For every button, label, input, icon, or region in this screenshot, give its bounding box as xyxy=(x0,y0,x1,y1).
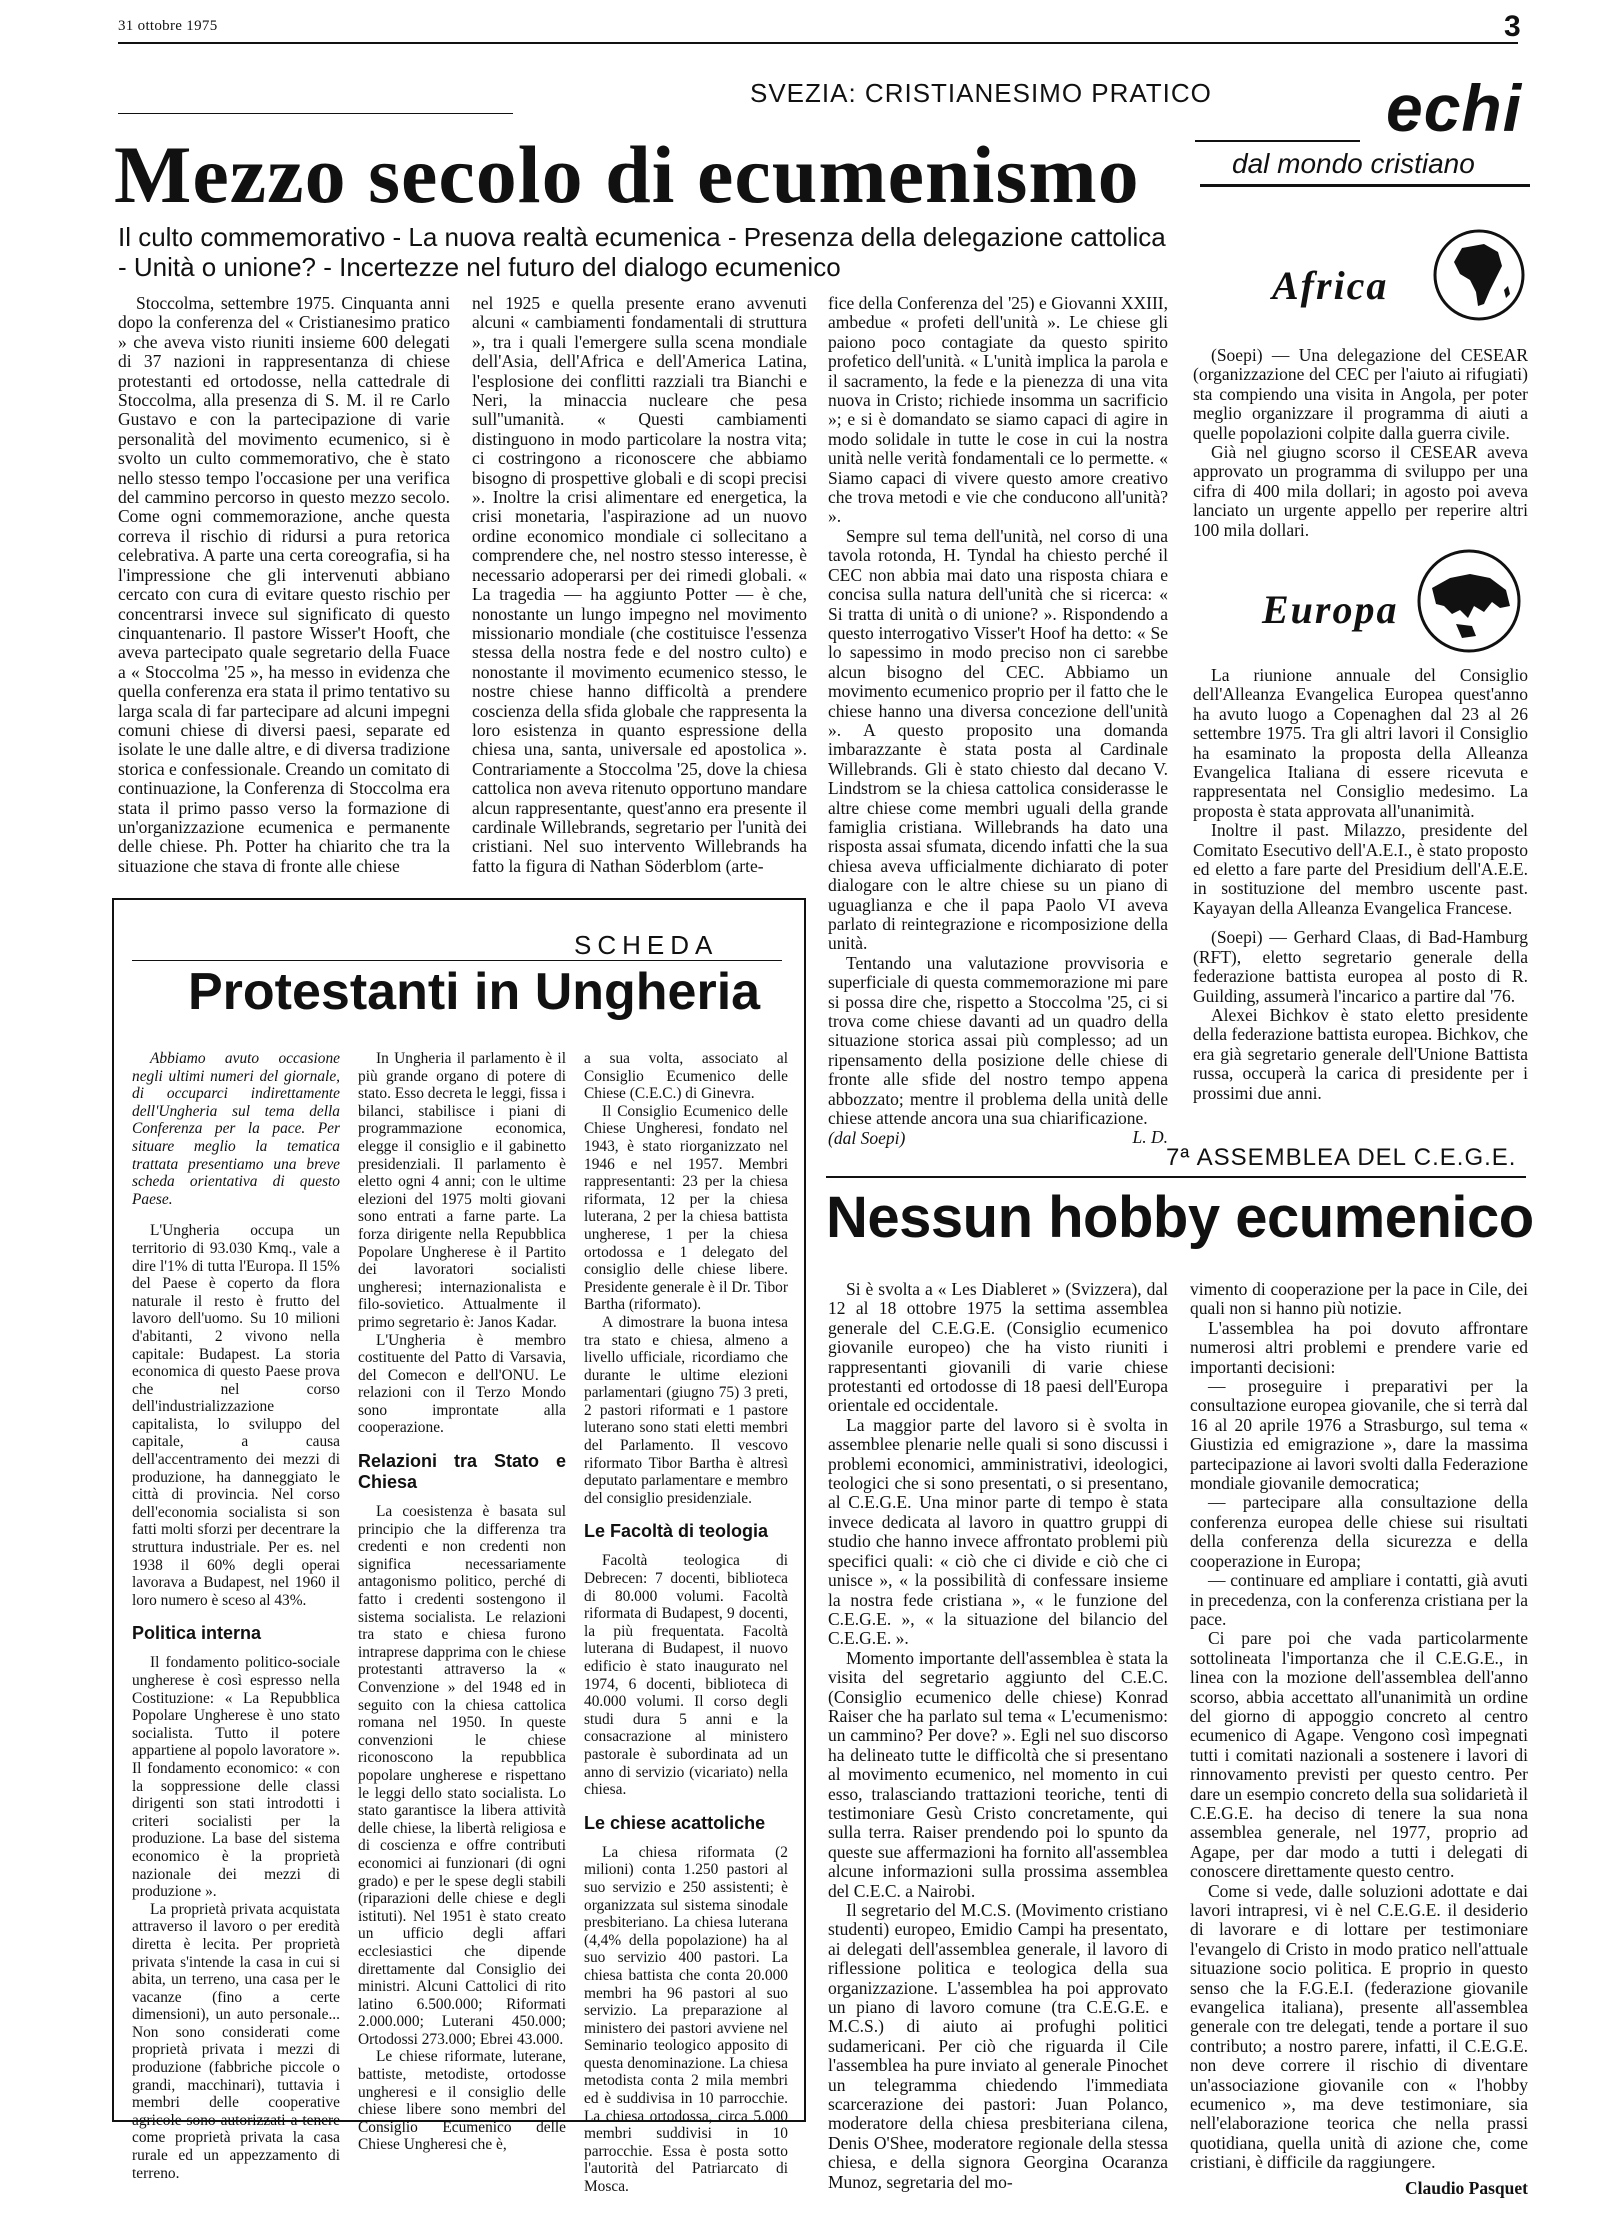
europa-p2: Inoltre il past. Milazzo, presidente del Comitato Esecutivo dell'A.E.I., è stato proposto ed eletto a fare parte del Presidium dell'A.E.E. in sostituzione del membro uscente past. Kayayan della Alleanza Evangelica Francese. xyxy=(1193,820,1528,918)
europa-label: Europa xyxy=(1262,587,1399,632)
cege-col-2 xyxy=(1190,1279,1528,2198)
scheda-col3-p5: La chiesa riformata (2 milioni) conta 1.250 pastori al suo servizio e 250 assistenti; è organizzata sul sistema sinodale presbiteriano. La chiesa luterana (4,4% della popolazione) ha al suo servizio 400 pastori. La chiesa battista che conta 20.000 membri ha 96 pastori al suo servizio. La preparazione al ministero dei pastori avviene nel Seminario teologico apposito di questa denominazione. La chiesa metodista conta 2 mila membri ed è suddivisa in 10 parrocchie. La chiesa ortodossa, circa 5.000 membri suddivisi in 10 parrocchie. Essa è posta sotto l'autorità del Patriarcato di Mosca. xyxy=(584,1843,788,2196)
africa-p2: Già nel giugno scorso il CESEAR aveva approvato un programma di sviluppo per una cifra di 400 mila dollari; in agosto poi aveva lanciato un urgente appello per reperire altri 100 mila dollari. xyxy=(1193,442,1528,540)
main-col-3 xyxy=(828,293,1168,1148)
subhead-politica-interna: Politica interna xyxy=(132,1623,262,1644)
europa-p4: Alexei Bichkov è stato eletto presidente della federazione battista europea. Bichkov, che era già segretario generale dell'Unione Battista russa, occuperà la carica di presidente per i prossimi due anni. xyxy=(1193,1004,1528,1103)
africa-p1: (Soepi) — Una delegazione del CESEAR (organizzazione del CEC per l'aiuto ai rifugiati) sta compiendo una visita in Angola, per poter meglio organizzare il programma di aiuti a quelle popolazioni colpite dalla guerra civile. xyxy=(1193,345,1528,443)
subhead-facolta: Le Facoltà di teologia xyxy=(584,1521,769,1542)
main-col3-p2: Sempre sul tema dell'unità, nel corso di una tavola rotonda, H. Tyndal ha chiesto perché il CEC non abbia mai dato una risposta chiara e concisa sulla natura dell'unità che si ricerca: « Si tratta di unità o di unione? ». Rispondendo a questo interrogativo Visser't Hoof ha detto: « Se lo sapessimo in modo preciso non ci sarebbe alcun bisogno del CEC. Abbiamo un movimento ecumenico proprio per il fatto che le chiese hanno una diversa concezione dell'unità ». A questo proposito una domanda imbarazzante è stata posta al Cardinale Willebrands. Gli è stato chiesto dal decano V. Lindstrom se la chiesa cattolica considerasse le altre chiese come membri uguali della grande famiglia cristiana. Willebrands ha dato una risposta assai sfumata, dicendo infatti che la sua chiesa aveva ufficialmente dichiarato di poter dialogare con le altre chiese su un piano di uguaglianza e che il papa Paolo VI aveva parlato di reintegrazione e ricomposizione della unità. xyxy=(828,525,1168,954)
cege-col2-p7: Come si vede, dalle soluzioni adottate e dai lavori intrapresi, vi è nel C.E.G.E. il desiderio di lavorare e di lottare per testimoniare l'evangelo di Cristo in modo pratico nell'attuale situazione socio politica. E proprio in questo senso che la F.G.E.I. (federazione giovanile evangelica italiana), presente all'assemblea generale con tre delegati, tende a portare il suo contributo; a nostro parere, infatti, il C.E.G.E. non deve correre il rischio di diventare un'associazione giovanile con « l'hobby ecumenico », ma deve testimoniare, sia nell'elaborazione teorica che nella prassi quotidiana, quella unità di azione che, come cristiani, è difficile da raggiungere. xyxy=(1190,1880,1528,2173)
africa-label: Africa xyxy=(1272,263,1389,308)
scheda-col1-p3: La proprietà privata acquistata attraverso il lavoro o per eredità diretta è lecita. Per proprietà privata s'intende la casa in cui si abita, un terreno, una casa per le vacanze (fino a certe dimensioni), un auto personale... Non sono considerati come proprietà privata i mezzi di produzione (fabbriche piccole o grandi, macchinari), tuttavia i membri delle cooperative agricole sono autorizzati a tenere come proprietà privata la casa rurale ed un appezzamento di terreno. xyxy=(132,1900,340,2182)
scheda-intro: Abbiamo avuto occasione negli ultimi numeri del giornale, di occuparci indirettamente dell'Ungheria sul tema della Conferenza per la pace. Per situare meglio la tematica trattata presentiamo una breve scheda orientativa di questo Paese. xyxy=(132,1050,340,1208)
main-col2-text: nel 1925 e quella presente erano avvenuti alcuni « cambiamenti fondamentali di struttura », tra i quali l'emergere sulla scena mondiale dell'Asia, dell'Africa e dell'America Latina, l'esplosione dei conflitti razziali tra Bianchi e Neri, la minaccia nucleare che pesa sull''umanità. « Questi cambiamenti distinguono in modo particolare la nostra vita; ci costringono a riconoscere che abbiamo bisogno di prospettive globali e di scopi precisi ». Inoltre la crisi alimentare ed energetica, la crisi monetaria, l'aspirazione ad un nuovo ordine economico mondiale ci sollecitano a comprendere che, nel nostro stesso interesse, è necessario adoperarsi per dei rimedi globali. « La tragedia — ha aggiunto Potter — è che, nonostante un lungo impegno nel movimento missionario mondiale (che costituisce l'essenza stessa della nostra fede e del nostro culto) e nonostante il movimento ecumenico stesso, le nostre chiese hanno difficoltà a prendere coscienza della sfida globale che rappresenta la loro esistenza in quanto espressione della chiesa una, santa, universale ed apostolica ». Contrariamente a Stoccolma '25, dove la chiesa cattolica non aveva ritenuto opportuno mandare alcun rappresentante, quest'anno era presente il cardinale Willebrands, segretario per l'unità dei cristiani. Nel suo intervento Willebrands ha fatto la figura di Nathan Söderblom (arte- xyxy=(472,293,807,876)
subhead-relazioni: Relazioni tra Stato e Chiesa xyxy=(358,1451,566,1493)
cege-col2-p1: vimento di cooperazione per la pace in Cile, dei quali non si hanno più notizie. xyxy=(1190,1279,1528,1319)
cege-col2-p3: — proseguire i preparativi per la consultazione europea giovanile, che si terrà dal 16 al 20 aprile 1976 a Strasburgo, sul tema « Giustizia ed emigrazione », dare la massima partecipazione ai lavori svolti dalla Federazione mondiale giovanile democratica; xyxy=(1190,1376,1528,1494)
main-source: (dal Soepi) xyxy=(828,1127,906,1148)
main-col1-text: Stoccolma, settembre 1975. Cinquanta anni dopo la conferenza del « Cristianesimo pratico » che aveva visto riuniti insieme 600 delegati di 37 nazioni in rappresentanza di chiese protestanti ed ortodosse, nella cattedrale di Stoccolma, alla presenza di S. M. il re Carlo Gustavo e con la partecipazione di varie personalità del movimento ecumenico, si è svolto un culto commemorativo, che è stato nello stesso tempo l'occasione per una verifica del cammino percorso in questo mezzo secolo. Come ogni commemorazione, anche questa correva il rischio di ridursi a pura retorica celebrativa. A parte una certa coreografia, si ha l'impressione che gli intervenuti abbiano cercato con cura di evitare questo rischio per concentrarsi invece sul significato di questo cinquantenario. Il pastore Wisser't Hooft, che aveva partecipato quale segretario della Fuace a « Stoccolma '25 », ha messo in evidenza che quella conferenza era stata il primo tentativo su larga scala di far partecipare ad alcuni impegni comuni chiese di diversi paesi, separate ed isolate le une dalle altre, e di diversa tradizione storica e confessionale. Creando un comitato di continuazione, la Conferenza di Stoccolma era stata il primo passo verso la formazione di un'organizzazione ecumenica e permanente delle chiese. Ph. Potter ha chiarito che tra la situazione che stava di fronte alle chiese xyxy=(118,293,450,876)
scheda-col1-p2: Il fondamento politico-sociale ungherese è così espresso nella Costituzione: « La Repubblica Popolare Ungherese è uno stato socialista. Tutto il potere appartiene al popolo lavoratore ». Il fondamento economico: « con la soppressione delle classi dirigenti son stati introdotti i criteri socialisti per la produzione. La base del sistema economico è la proprietà nazionale dei mezzi di produzione ». xyxy=(132,1654,340,1901)
cege-top-rule xyxy=(826,1176,1526,1178)
scheda-col2-p3: La coesistenza è basata sul principio che la differenza tra credenti e non credenti non significa necessariamente antagonismo politico, perché di fatto i credenti sostengono il sistema socialista. Le relazioni tra stato e chiesa furono intraprese dapprima con le chiese protestanti attraverso la « Convenzione » del 1948 ed in seguito con la chiesa cattolica romana nel 1950. In queste convenzioni le chiese riconoscono la repubblica popolare ungherese e rispettano le leggi dello stato socialista. Lo stato garantisce la libera attività delle chiese, la libertà religiosa e di coscienza e offre contributi economici ai funzionari (di ogni grado) e per le spese degli stabili (riparazioni delle chiese e degli istituti). Nel 1951 è stato creato un ufficio degli affari ecclesiastici che dipende direttamente dal Consiglio dei ministri. Alcuni Cattolici di rito latino 6.500.000; Riformati 2.000.000; Luterani 450.000; Ortodossi 273.000; Ebrei 43.000. xyxy=(358,1503,566,2048)
scheda-col1-p1: L'Ungheria occupa un territorio di 93.030 Kmq., vale a dire l'1% di tutta l'Europa. Il 15% del Paese è coperto da flora naturale il resto è frutto del lavoro dell'uomo. Su 10 milioni d'abitanti, 2 vivono nella capitale: Budapest. La storia economica di questo Paese prova che nel corso dell'industrializzazione capitalista, lo sviluppo del capitale, a causa dell'accentramento dei mezzi di produzione, ha danneggiato le città di provincia. Nel corso dell'economia socialista si son fatti molti sforzi per decentrare la struttura industriale. Per es. nel 1938 il 60% degli operai lavorava a Budapest, nel 1960 il loro numero è sceso al 43%. xyxy=(132,1222,340,1609)
scheda-col3-p2: Il Consiglio Ecumenico delle Chiese Ungheresi, fondato nel 1943, è stato riorganizzato nel 1946 e nel 1957. Membri rappresentanti: 23 per la chiesa riformata, 12 per la chiesa luterana, 2 per la chiesa battista ungherese, 1 per la chiesa ortodossa e 1 delegato del consiglio delle chiese libere. Presidente generale è il Dr. Tibor Bartha (riformato). xyxy=(584,1102,788,1314)
scheda-col-3 xyxy=(584,1050,788,2196)
cege-col2-p5: — continuare ed ampliare i contatti, già avuti in precedenza, con la conferenza cristiana per la pace. xyxy=(1190,1570,1528,1629)
europe-globe-icon xyxy=(1416,548,1522,654)
scheda-col2-p4: Le chiese riformate, luterane, battiste, metodiste, ortodosse ungheresi e il consiglio delle chiese libere sono membri del Consiglio Ecumenico delle Chiese Ungheresi che è, xyxy=(358,2048,566,2154)
page-number: 3 xyxy=(1504,10,1521,43)
main-col3-p1: fice della Conferenza del '25) e Giovanni XXIII, ambedue « profeti dell'unità ». Le chiese gli paiono poco contagiate da questo spirito profetico dell'unità. « L'unità implica la parola e il sacramento, la fede e la pienezza di una vita nuova in Cristo; richiede insomma un sacrificio »; e si è domandato se siamo capaci di agire in modo solidale in tutte le cose in cui la nostra unità nelle verità fondamentali ce lo permette. « Siamo capaci di vivere questo amore creativo che trova metodi e vie che conducono all'unità? ». xyxy=(828,293,1168,527)
header-rule xyxy=(118,42,1518,44)
cege-col2-p2: L'assemblea ha poi dovuto affrontare numerosi altri problemi e prendere varie ed importanti decisioni: xyxy=(1190,1317,1528,1377)
echi-subtitle: dal mondo cristiano xyxy=(1232,148,1475,179)
main-title: Mezzo secolo di ecumenismo xyxy=(114,129,1140,220)
scheda-col3-p4: Facoltà teologica di Debrecen: 7 docenti, biblioteca di 80.000 volumi. Facoltà riformata di Budapest, 9 docenti, la più frequentata. Facoltà luterana di Budapest, il nuovo edificio è stato inaugurato nel 1974, 6 docenti, biblioteca di 40.000 volumi. Il corso degli studi dura 5 anni e la consacrazione al ministero pastorale è subordinata ad un anno di servizio (vicariato) nella chiesa. xyxy=(584,1552,788,1799)
cege-col-1 xyxy=(828,1279,1168,2192)
main-kicker: SVEZIA: CRISTIANESIMO PRATICO xyxy=(750,78,1212,108)
subhead-acattoliche: Le chiese acattoliche xyxy=(584,1812,766,1833)
echi-europa-text xyxy=(1193,666,1528,1166)
echi-top-rule xyxy=(1195,140,1360,142)
cege-col1-p3: Momento importante dell'assemblea è stata la visita del segretario aggiunto del C.E.C. (Consiglio ecumenico delle chiese) Konrad Raiser che ha parlato sul tema « L'ecumenismo: un cammino? Per dove? ». Egli nel suo discorso ha delineato tutte le difficoltà che si presentano al movimento ecumenico, nel momento in cui esso, tralasciando trattazioni teoriche, tenti di testimoniare Gesù Cristo concretamente, qui sulla terra. Raiser prendendo poi lo spunto da queste sue affermazioni ha fornito all'assemblea alcune informazioni sulla prossima assemblea del C.E.C. a Nairobi. xyxy=(828,1647,1168,1901)
echi-title: echi xyxy=(1386,71,1523,145)
scheda-col2-p2: L'Ungheria è membro costituente del Patto di Varsavia, del Comecon e dell'ONU. Le relazioni con il Terzo Mondo sono improntate alla cooperazione. xyxy=(358,1331,566,1437)
cege-col2-p4: — partecipare alla consultazione della conferenza europea delle chiese sui risultati della conferenza della sicurezza e della cooperazione in Europa; xyxy=(1190,1492,1528,1571)
scheda-col3-p3: A dimostrare la buona intesa tra stato e chiesa, almeno a livello ufficiale, ricordiamo che durante le ultime elezioni parlamentari (giugno 75) 3 preti, 2 pastori riformati e 1 pastore luterano sono stati eletti membri del Parlamento. Il vescovo riformato Tibor Bartha è altresì deputato parlamentare e membro del consiglio presidenziale. xyxy=(584,1313,788,1507)
scheda-col3-p1: a sua volta, associato al Consiglio Ecumenico delle Chiese (C.E.C.) di Ginevra. xyxy=(584,1050,788,1103)
cege-col1-p4: Il segretario del M.C.S. (Movimento cristiano studenti) europeo, Emidio Campi ha presentato, ai delegati dell'assemblea generale, il lavoro di riflessione politica e teologica della sua organizzazione. L'assemblea ha poi approvato un piano di lavoro comune (tra C.E.G.E. e M.C.S.) di aiuto ai profughi politici sudamericani. Per ciò che riguarda il Cile l'assemblea ha pure inviato al generale Pinochet un telegramma chiedendo l'immediata scarcerazione dei pastori: Juan Polanco, moderatore della chiesa presbiteriana cilena, Denis O'Shee, moderatore regionale della stessa chiesa, e della signora Georgina Ocaranza Munoz, segretaria del mo- xyxy=(828,1900,1168,2192)
main-subtitle: Il culto commemorativo - La nuova realtà ecumenica - Presenza della delegazione cattolica - Unità o unione? - Incertezze nel futuro del dialogo ecumenico xyxy=(118,222,1166,282)
main-col-2 xyxy=(472,294,807,889)
scheda-kicker: SCHEDA xyxy=(574,930,719,960)
scheda-col2-p1: In Ungheria il parlamento è il più grande organo di potere di stato. Esso decreta le leggi, fissa i bilanci, stabilisce i piani di programmazione economica, elegge il consiglio e il gabinetto presidenziali. Il parlamento è eletto ogni 4 anni; con le ultime elezioni del 1975 molti giovani sono entrati a farne parte. La forza dirigente nella Repubblica Popolare Ungherese è il Partito dei lavoratori socialisti ungheresi; internazionalista e filo-sovietico. Attualmente il primo segretario è: Janos Kadar. xyxy=(358,1050,566,1331)
cege-author: Claudio Pasquet xyxy=(1404,2177,1528,2198)
cege-title: Nessun hobby ecumenico xyxy=(826,1185,1534,1250)
cege-col2-p6: Ci pare poi che vada particolarmente sottolineata l'importanza che il C.E.G.E., in linea con la mozione dell'assemblea dell'anno scorso, abbia accettato all'unanimità un ordine del giorno di appoggio concreto al centro ecumenico di Agape. Vengono così impegnati tutti i comitati nazionali a sostenere i lavori di rinnovamento previsti per questo centro. Per dare un esempio concreto della sua solidarietà il C.E.G.E. ha deciso di tenere la sua nona assemblea generale, nel 1977, proprio ad Agape, per dar modo a tutti i delegati di conoscere direttamente questo centro. xyxy=(1190,1628,1528,1882)
europa-p1: La riunione annuale del Consiglio dell'Alleanza Evangelica Europea quest'anno ha avuto luogo a Copenaghen dal 23 al 26 settembre 1975. Tra gli altri lavori il Consiglio ha esaminato la proposta della Alleanza Evangelica Italiana di essere ricevuta e rappresentata nel Consiglio medesimo. La proposta è stata approvata all'unanimità. xyxy=(1193,665,1528,821)
scheda-col-1 xyxy=(132,1050,340,2182)
cege-kicker: 7ª ASSEMBLEA DEL C.E.G.E. xyxy=(1166,1144,1517,1171)
main-col-1 xyxy=(118,294,450,889)
main-signature: L. D. xyxy=(1132,1127,1168,1148)
africa-globe-icon xyxy=(1432,228,1526,322)
echi-bottom-rule xyxy=(1200,184,1530,187)
main-col3-p3: Tentando una valutazione provvisoria e superficiale di questa commemorazione mi pare si possa dire che, rispetto a Stoccolma '25, ci si trova come chiese davanti ad un quadro della situazione storica assai più complesso; ad un ripensamento della posizione delle chiese di fronte alle sfide del nostro tempo appena abbozzato; mentre il problema della unità delle chiese attende ancora una sua chiarificazione. xyxy=(828,952,1168,1129)
scheda-title: Protestanti in Ungheria xyxy=(188,963,761,1021)
europa-p3: (Soepi) — Gerhard Claas, di Bad-Hamburg (RFT), eletto segretario generale della federazione battista europea al posto di R. Guilding, assumerà l'incarico a partire dal '76. xyxy=(1193,927,1528,1006)
cege-col1-p1: Si è svolta a « Les Diableret » (Svizzera), dal 12 al 18 ottobre 1975 la settima assemblea generale del C.E.G.E. (Consiglio ecumenico giovanile europeo) che ha visto riuniti i rappresentanti giovanili di varie chiese protestanti ed ortodosse di 18 paesi dell'Europa orientale ed occidentale. xyxy=(828,1279,1168,1416)
kicker-rule xyxy=(118,113,513,114)
cege-col1-p2: La maggior parte del lavoro si è svolta in assemblee plenarie nelle quali si sono discussi i problemi economici, amministrativi, ideologici, teologici che si sono presentati, o si presentano, al C.E.G.E. Una minor parte di tempo è stata invece dedicata al lavoro in quattro gruppi di studio che hanno invece affrontato problemi più specifici quali: « ciò che ci divide e ciò che ci unisce », « la possibilità di confessare insieme la nostra fede cristiana », « le funzione del C.E.G.E. », « la situazione del bilancio del C.E.G.E. ». xyxy=(828,1414,1168,1649)
page-date: 31 ottobre 1975 xyxy=(118,18,218,34)
scheda-col-2 xyxy=(358,1050,566,2154)
